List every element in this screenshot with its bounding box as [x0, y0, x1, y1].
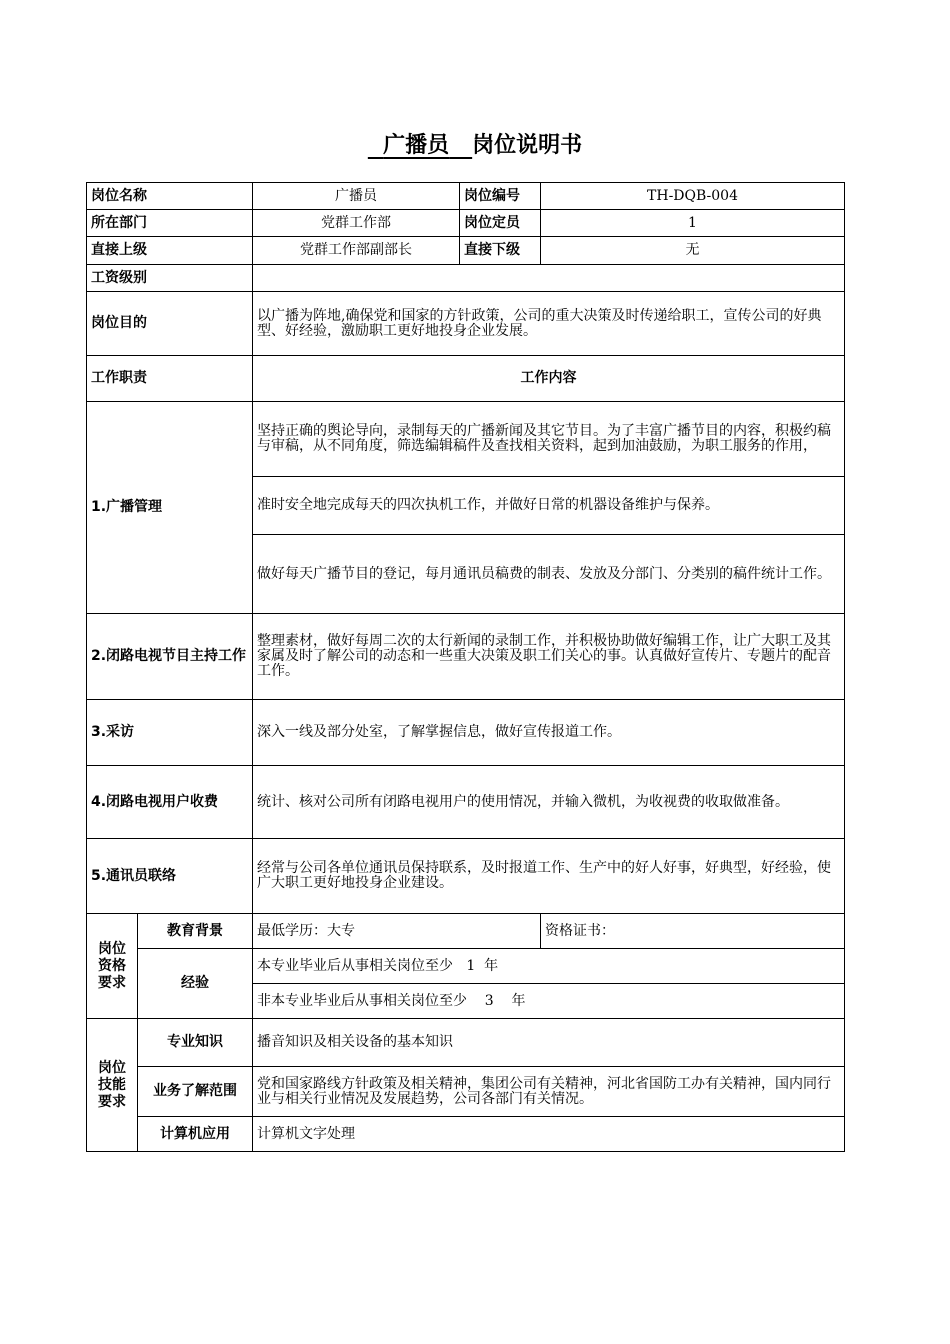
subordinate-label: 直接下级	[460, 237, 541, 265]
duty-label: 4.闭路电视用户收费	[87, 766, 253, 839]
page-title	[0, 128, 950, 159]
purpose-text: 以广播为阵地,确保党和国家的方针政策，公司的重大决策及时传递给职工，宣传公司的好典型、好经验，激励职工更好地投身企业发展。	[253, 292, 845, 356]
supervisor-label: 直接上级	[87, 237, 253, 265]
duty-label: 2.闭路电视节目主持工作	[87, 614, 253, 700]
duty-item: 做好每天广播节目的登记，每月通讯员稿费的制表、发放及分部门、分类别的稿件统计工作。	[253, 535, 845, 614]
table-row	[87, 210, 845, 237]
table-row	[87, 183, 845, 210]
experience-value: 非本专业毕业后从事相关岗位至少 3 年	[253, 984, 845, 1019]
position-name-value: 广播员	[253, 183, 460, 210]
table-row	[87, 1117, 845, 1152]
duty-label: 1.广播管理	[87, 402, 253, 614]
duty-item: 准时安全地完成每天的四次执机工作，并做好日常的机器设备维护与保养。	[253, 477, 845, 535]
position-name-label: 岗位名称	[87, 183, 253, 210]
certificate-value: 资格证书：	[541, 914, 845, 949]
purpose-label: 岗位目的	[87, 292, 253, 356]
table-row	[87, 949, 845, 984]
table-row	[87, 614, 845, 700]
computer-value: 计算机文字处理	[253, 1117, 845, 1152]
position-code-value: TH-DQB-004	[541, 183, 845, 210]
qualification-group-label: 岗位资格要求	[87, 914, 138, 1019]
supervisor-value: 党群工作部副部长	[253, 237, 460, 265]
table-row	[87, 914, 845, 949]
table-row	[87, 402, 845, 477]
department-value: 党群工作部	[253, 210, 460, 237]
position-code-label: 岗位编号	[460, 183, 541, 210]
education-value: 最低学历：大专	[253, 914, 541, 949]
knowledge-label: 专业知识	[138, 1019, 253, 1067]
headcount-value: 1	[541, 210, 845, 237]
duty-label: 5.通讯员联络	[87, 839, 253, 914]
salary-grade-label: 工资级别	[87, 265, 253, 292]
title-position-name: 广播员	[383, 133, 450, 158]
knowledge-value: 播音知识及相关设备的基本知识	[253, 1019, 845, 1067]
business-scope-value: 党和国家路线方针政策及相关精神，集团公司有关精神，河北省国防工办有关精神，国内同行业与相关行业情况及发展趋势，公司各部门有关情况。	[253, 1067, 845, 1117]
duty-item: 深入一线及部分处室，了解掌握信息，做好宣传报道工作。	[253, 700, 845, 766]
department-label: 所在部门	[87, 210, 253, 237]
duty-item: 坚持正确的舆论导向，录制每天的广播新闻及其它节目。为了丰富广播节目的内容，积极约稿与审稿，从不同角度，筛选编辑稿件及查找相关资料，起到加油鼓励，为职工服务的作用，	[253, 402, 845, 477]
duties-content-header: 工作内容	[253, 356, 845, 402]
duty-item: 整理素材，做好每周二次的太行新闻的录制工作，并积极协助做好编辑工作，让广大职工及其家属及时了解公司的动态和一些重大决策及职工们关心的事。认真做好宣传片、专题片的配音工作。	[253, 614, 845, 700]
duty-item: 统计、核对公司所有闭路电视用户的使用情况，并输入微机，为收视费的收取做准备。	[253, 766, 845, 839]
education-label: 教育背景	[138, 914, 253, 949]
duty-item: 经常与公司各单位通讯员保持联系，及时报道工作、生产中的好人好事，好典型，好经验，使广大职工更好地投身企业建设。	[253, 839, 845, 914]
salary-grade-value	[253, 265, 845, 292]
table-row	[87, 292, 845, 356]
table-row	[87, 766, 845, 839]
job-description-table	[86, 182, 845, 1152]
duties-label: 工作职责	[87, 356, 253, 402]
experience-label: 经验	[138, 949, 253, 1019]
table-row	[87, 356, 845, 402]
subordinate-value: 无	[541, 237, 845, 265]
business-scope-label: 业务了解范围	[138, 1067, 253, 1117]
table-row	[87, 839, 845, 914]
title-suffix: 岗位说明书	[472, 133, 583, 158]
table-row	[87, 1067, 845, 1117]
duty-label: 3.采访	[87, 700, 253, 766]
table-row	[87, 237, 845, 265]
table-row	[87, 265, 845, 292]
table-row	[87, 700, 845, 766]
skills-group-label: 岗位技能要求	[87, 1019, 138, 1152]
headcount-label: 岗位定员	[460, 210, 541, 237]
table-row	[87, 1019, 845, 1067]
computer-label: 计算机应用	[138, 1117, 253, 1152]
experience-value: 本专业毕业后从事相关岗位至少 1 年	[253, 949, 845, 984]
